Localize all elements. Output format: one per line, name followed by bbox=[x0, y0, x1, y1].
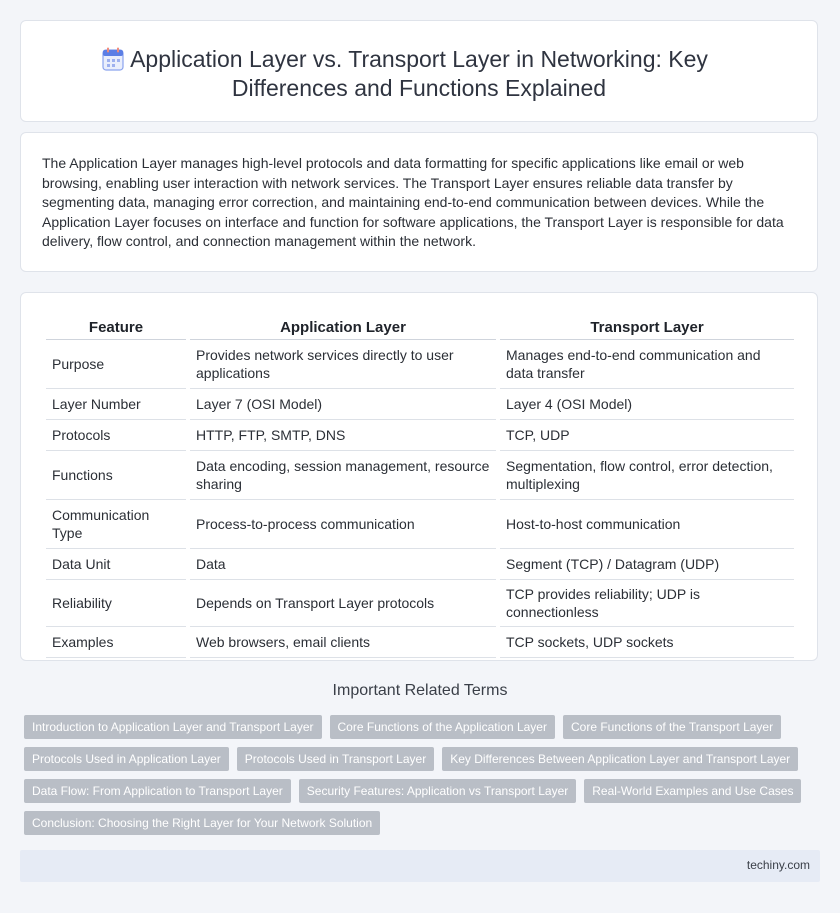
transport-cell: TCP sockets, UDP sockets bbox=[500, 627, 794, 658]
transport-cell: TCP provides reliability; UDP is connectionless bbox=[500, 580, 794, 627]
feature-cell: Functions bbox=[46, 451, 186, 500]
page-title-line-2: Differences and Functions Explained bbox=[231, 75, 607, 101]
application-cell: Layer 7 (OSI Model) bbox=[190, 389, 496, 420]
related-term-tag[interactable]: Real-World Examples and Use Cases bbox=[584, 779, 801, 803]
related-term-tag[interactable]: Core Functions of the Transport Layer bbox=[563, 715, 781, 739]
related-term-tag[interactable]: Data Flow: From Application to Transport Layer bbox=[24, 779, 291, 803]
intro-paragraph: The Application Layer manages high-level protocols and data formatting for specific applications like email or web browsing, enabling user interaction with network services. The Transport Layer ensures reliable data transfer by segmenting data, managing error correction, and maintaining end-to-end communication between devices. While the Application Layer focuses on interface and function for software applications, the Transport Layer is responsible for data delivery, flow control, and connection management within the network. bbox=[42, 155, 784, 249]
header-application-layer: Application Layer bbox=[190, 313, 496, 340]
page-title-line-1: Application Layer vs. Transport Layer in Networking: Key bbox=[130, 46, 708, 72]
header-transport-layer: Transport Layer bbox=[500, 313, 794, 340]
transport-cell: Host-to-host communication bbox=[500, 500, 794, 549]
feature-cell: Purpose bbox=[46, 340, 186, 389]
feature-cell: Reliability bbox=[46, 580, 186, 627]
transport-cell: Segmentation, flow control, error detection, multiplexing bbox=[500, 451, 794, 500]
application-cell: HTTP, FTP, SMTP, DNS bbox=[190, 420, 496, 451]
table-row bbox=[46, 500, 794, 549]
application-cell: Process-to-process communication bbox=[190, 500, 496, 549]
related-term-tag[interactable]: Protocols Used in Transport Layer bbox=[237, 747, 434, 771]
application-cell: Provides network services directly to user applications bbox=[190, 340, 496, 389]
feature-cell: Protocols bbox=[46, 420, 186, 451]
feature-cell: Communication Type bbox=[46, 500, 186, 549]
comparison-table bbox=[42, 313, 798, 658]
table-row bbox=[46, 549, 794, 580]
feature-cell: Layer Number bbox=[46, 389, 186, 420]
feature-cell: Data Unit bbox=[46, 549, 186, 580]
related-term-tag[interactable]: Protocols Used in Application Layer bbox=[24, 747, 229, 771]
table-row bbox=[46, 420, 794, 451]
intro-card bbox=[20, 132, 818, 272]
header-feature: Feature bbox=[46, 313, 186, 340]
related-term-tag[interactable]: Core Functions of the Application Layer bbox=[330, 715, 555, 739]
footer-site-link[interactable]: techiny.com bbox=[746, 858, 810, 872]
comparison-card bbox=[20, 292, 818, 661]
application-cell: Depends on Transport Layer protocols bbox=[190, 580, 496, 627]
related-term-tag[interactable]: Key Differences Between Application Layer and Transport Layer bbox=[442, 747, 798, 771]
related-term-tag[interactable]: Introduction to Application Layer and Transport Layer bbox=[24, 715, 322, 739]
title-card bbox=[20, 20, 818, 122]
transport-cell: TCP, UDP bbox=[500, 420, 794, 451]
table-row bbox=[46, 451, 794, 500]
transport-cell: Layer 4 (OSI Model) bbox=[500, 389, 794, 420]
application-cell: Data encoding, session management, resource sharing bbox=[190, 451, 496, 500]
application-cell: Data bbox=[190, 549, 496, 580]
table-row bbox=[46, 389, 794, 420]
related-terms-list bbox=[24, 715, 804, 835]
page-title bbox=[21, 45, 817, 103]
related-term-tag[interactable]: Conclusion: Choosing the Right Layer for Your Network Solution bbox=[24, 811, 380, 835]
table-row bbox=[46, 627, 794, 658]
application-cell: Web browsers, email clients bbox=[190, 627, 496, 658]
transport-cell: Segment (TCP) / Datagram (UDP) bbox=[500, 549, 794, 580]
related-term-tag[interactable]: Security Features: Application vs Transport Layer bbox=[299, 779, 576, 803]
feature-cell: Examples bbox=[46, 627, 186, 658]
transport-cell: Manages end-to-end communication and data transfer bbox=[500, 340, 794, 389]
table-row bbox=[46, 340, 794, 389]
table-row bbox=[46, 580, 794, 627]
footer-bar bbox=[20, 850, 820, 882]
related-terms-title: Important Related Terms bbox=[332, 682, 508, 699]
table-header-row bbox=[46, 313, 794, 340]
